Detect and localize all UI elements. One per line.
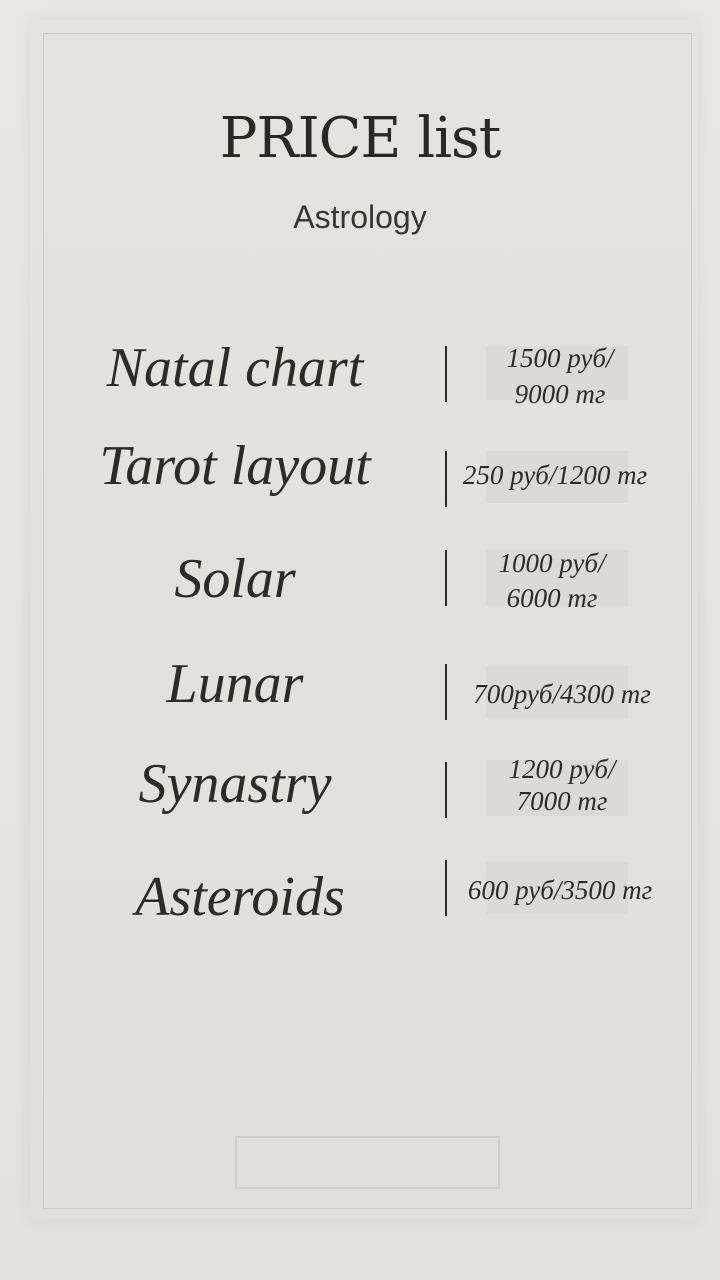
service-name-asteroids: Asteroids: [135, 866, 345, 928]
bottom-button-frame: [235, 1136, 500, 1189]
page-title: PRICE list: [219, 106, 501, 171]
price-lunar: 700руб/4300 тг: [473, 679, 651, 709]
service-name-natal-chart: Natal chart: [106, 337, 364, 399]
service-name-synastry: Synastry: [138, 753, 332, 815]
service-name-solar: Solar: [174, 548, 296, 610]
service-name-lunar: Lunar: [166, 653, 304, 715]
price-natal-chart-line2: 9000 тг: [514, 379, 606, 409]
price-solar-line2: 6000 тг: [506, 583, 598, 613]
row-divider: [445, 451, 447, 507]
price-natal-chart-line1: 1500 руб/: [506, 343, 614, 373]
price-asteroids: 600 руб/3500 тг: [467, 875, 653, 905]
row-divider: [445, 346, 447, 402]
price-synastry-line1: 1200 руб/: [508, 754, 616, 784]
price-synastry-line2: 7000 тг: [516, 786, 608, 816]
price-tarot-layout: 250 руб/1200 тг: [462, 460, 648, 490]
row-divider: [445, 664, 447, 720]
row-divider: [445, 860, 447, 916]
service-name-tarot-layout: Tarot layout: [99, 435, 371, 497]
row-divider: [445, 762, 447, 818]
page-subtitle: Astrology: [293, 199, 427, 235]
price-solar-line1: 1000 руб/: [498, 548, 606, 578]
row-divider: [445, 550, 447, 606]
